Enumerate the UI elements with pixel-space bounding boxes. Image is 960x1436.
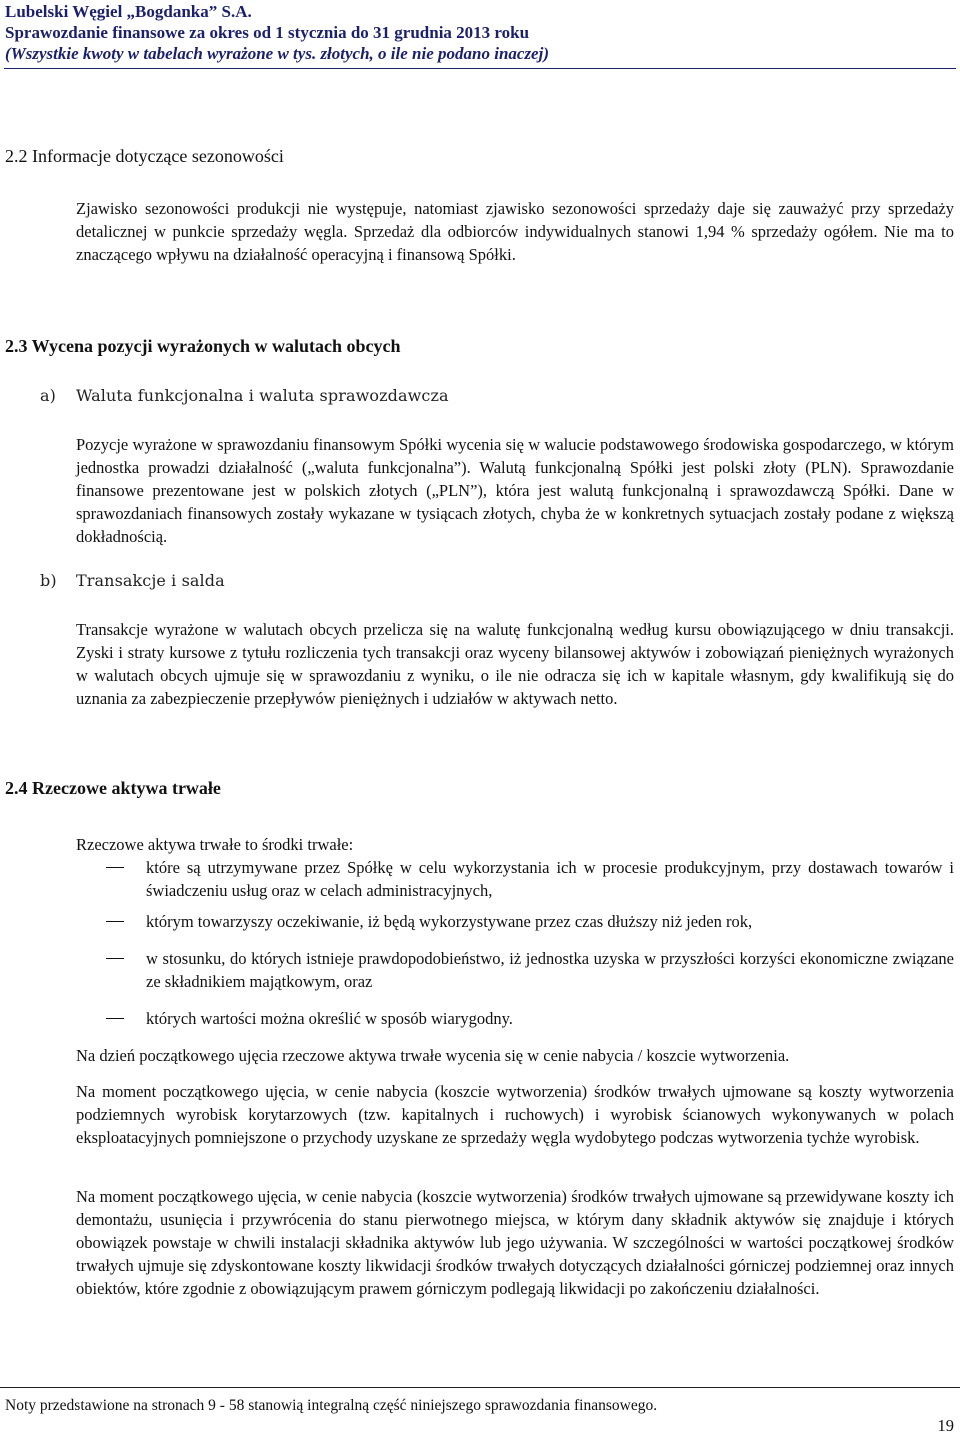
- dash-bullet-icon: [106, 1018, 124, 1019]
- section-2-4-intro: Rzeczowe aktywa trwałe to środki trwałe:: [76, 835, 354, 854]
- company-name: Lubelski Węgiel „Bogdanka” S.A.: [5, 2, 252, 21]
- page-number: 19: [937, 1416, 954, 1435]
- section-2-4-paragraph-1: Na dzień początkowego ujęcia rzeczowe aktywa trwałe wycenia się w cenie nabycia / koszcie wytworzenia.: [76, 1046, 790, 1065]
- list-item: których wartości można określić w sposób wiarygodny.: [76, 1007, 954, 1030]
- dash-bullet-icon: [106, 867, 124, 868]
- footer-note: Noty przedstawione na stronach 9 - 58 stanowią integralną część niniejszego sprawozdania finansowego.: [5, 1397, 658, 1414]
- dash-bullet-icon: [106, 958, 124, 959]
- report-title: Sprawozdanie finansowe za okres od 1 stycznia do 31 grudnia 2013 roku: [5, 23, 530, 42]
- subsection-a-paragraph: Pozycje wyrażone w sprawozdaniu finansowym Spółki wycenia się w walucie podstawowego środowiska gospodarczego, w którym jednostka prowadzi działalność („waluta funkcjonalna”). Walutą funkcjonalną Spółki jest polski złoty (PLN). Sprawozdanie finansowe prezentowane jest w polskich złotych („PLN”), która jest walutą funkcjonalną i sprawozdawczą Spółki. Dane w sprawozdaniach finansowych zostały wykazane w tysiącach złotych, chyba że w konkretnych sytuacjach zostały podane z większą dokładnością.: [76, 435, 954, 546]
- subsection-a-tag: a): [40, 386, 56, 405]
- section-2-2-title: 2.2 Informacje dotyczące sezonowości: [5, 146, 284, 166]
- header-divider: [4, 68, 956, 69]
- fixed-assets-criteria-list: [76, 856, 954, 1030]
- section-2-4-title: 2.4 Rzeczowe aktywa trwałe: [5, 778, 221, 798]
- section-2-2-paragraph: Zjawisko sezonowości produkcji nie występuje, natomiast zjawisko sezonowości sprzedaży daje się zauważyć przy sprzedaży detalicznej w punkcie sprzedaży węgla. Sprzedaż dla odbiorców indywidualnych stanowi 1,94 % sprzedaży ogółem. Nie ma to znaczącego wpływu na działalność operacyjną i finansową Spółki.: [76, 199, 954, 264]
- subsection-b-heading: [40, 571, 225, 590]
- amounts-note: (Wszystkie kwoty w tabelach wyrażone w tys. złotych, o ile nie podano inaczej): [5, 44, 549, 63]
- section-2-4-paragraph-2: Na moment początkowego ujęcia, w cenie nabycia (koszcie wytworzenia) środków trwałych ujmowane są koszty wytworzenia podziemnych wyrobisk korytarzowych (tzw. kapitalnych i ruchowych) i wyrobisk ścianowych wykonywanych w polach eksploatacyjnych pomniejszone o przychody uzyskane ze sprzedaży węgla wydobytego podczas wytworzenia tychże wyrobisk.: [76, 1082, 954, 1147]
- list-item: w stosunku, do których istnieje prawdopodobieństwo, iż jednostka uzyska w przyszłości korzyści ekonomiczne związane ze składnikiem majątkowym, oraz: [76, 947, 954, 993]
- section-2-4-paragraph-3: Na moment początkowego ujęcia, w cenie nabycia (koszcie wytworzenia) środków trwałych ujmowane są przewidywane koszty ich demontażu, usunięcia i przywrócenia do stanu pierwotnego miejsca, w którym dany składnik aktywów się znajduje i których obowiązek powstaje w chwili instalacji składnika aktywów lub jego używania. W szczególności w wartości początkowej środków trwałych ujmuje się zdyskontowane koszty likwidacji środków trwałych dotyczących działalności górniczej podziemnej oraz innych obiektów, które zgodnie z obowiązującym prawem górniczym podlegają likwidacji po zakończeniu działalności.: [76, 1187, 954, 1298]
- subsection-b-paragraph: Transakcje wyrażone w walutach obcych przelicza się na walutę funkcjonalną według kursu obowiązującego w dniu transakcji. Zyski i straty kursowe z tytułu rozliczenia tych transakcji oraz wyceny bilansowej aktywów i zobowiązań pieniężnych wyrażonych w walutach obcych ujmuje się w sprawozdaniu z wyniku, o ile nie odracza się ich w kapitale własnym, gdy kwalifikują się do uznania za zabezpieczenie przepływów pieniężnych i udziałów w aktywach netto.: [76, 620, 954, 708]
- list-item: którym towarzyszy oczekiwanie, iż będą wykorzystywane przez czas dłuższy niż jeden rok,: [76, 910, 954, 933]
- footer-divider: [0, 1387, 960, 1388]
- page-header: [5, 1, 945, 64]
- subsection-a-title: Waluta funkcjonalna i waluta sprawozdawcza: [76, 386, 449, 405]
- subsection-b-title: Transakcje i salda: [76, 571, 225, 590]
- subsection-a-heading: [40, 386, 449, 405]
- dash-bullet-icon: [106, 921, 124, 922]
- subsection-b-tag: b): [40, 571, 57, 590]
- list-item: które są utrzymywane przez Spółkę w celu wykorzystania ich w procesie produkcyjnym, przy dostawach towarów i świadczeniu usług oraz w celach administracyjnych,: [76, 856, 954, 902]
- section-2-3-title: 2.3 Wycena pozycji wyrażonych w walutach obcych: [5, 336, 401, 356]
